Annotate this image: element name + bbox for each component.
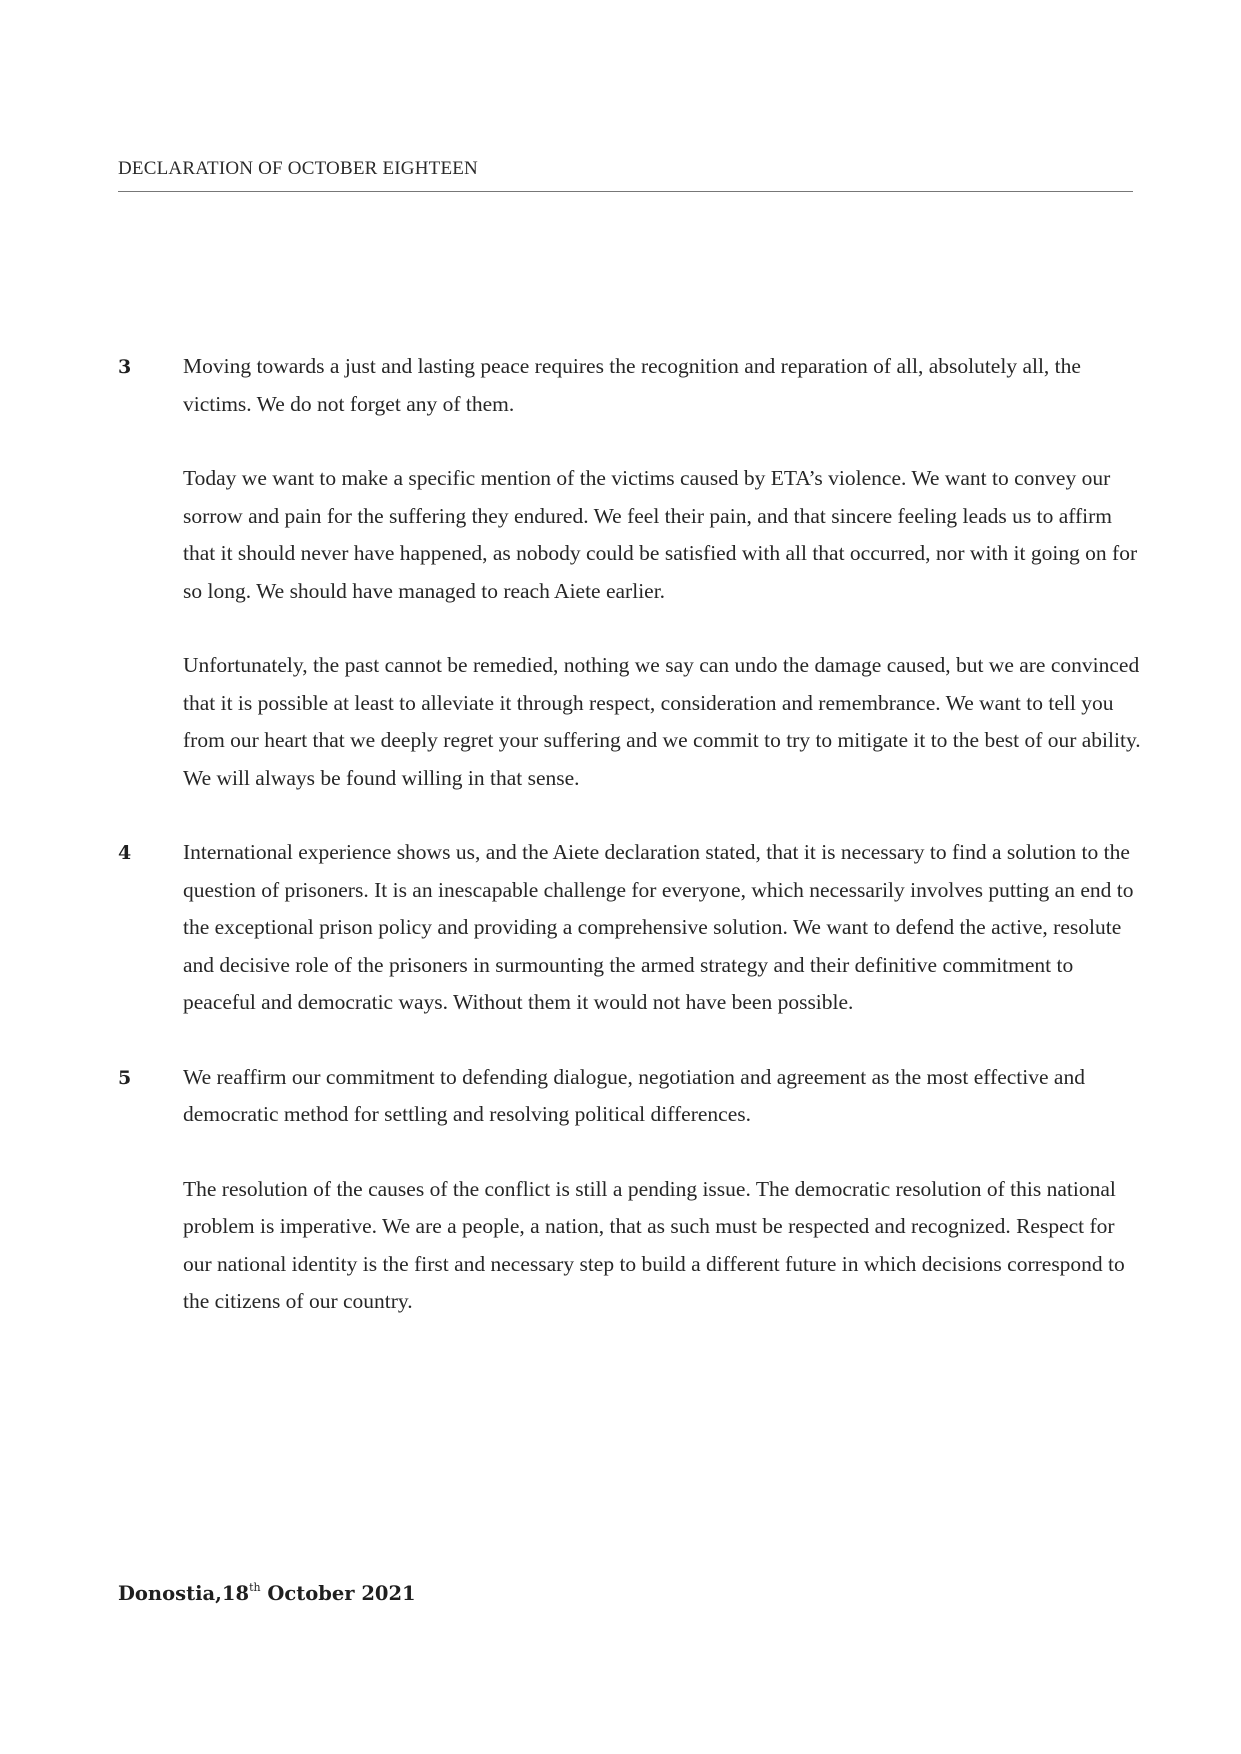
section-paragraphs: [183, 834, 1143, 1022]
signature-day: 18: [221, 1582, 250, 1605]
section-3: [118, 348, 1141, 797]
document-body: [118, 348, 1141, 1358]
section-number: 5: [118, 1066, 132, 1089]
section-paragraphs: [183, 1059, 1143, 1321]
section-number: 3: [118, 356, 132, 378]
paragraph: Unfortunately, the past cannot be remedied, nothing we say can undo the damage caused, but we are convinced that it is possible at least to alleviate it through respect, consideration and remembrance. We want to tell you from our heart that we deeply regret your suffering and we commit to try to mitigate it to the best of our ability. We will always be found willing in that sense.: [183, 653, 1141, 790]
signature-place: Donostia,: [118, 1582, 222, 1605]
paragraph: International experience shows us, and the Aiete declaration stated, that it is necessary to find a solution to the question of prisoners. It is an inescapable challenge for everyone, which necessarily involves putting an end to the exceptional prison policy and providing a comprehensive solution. We want to defend the active, resolute and decisive role of the prisoners in surmounting the armed strategy and their definitive commitment to peaceful and democratic ways. Without them it would not have been possible.: [183, 840, 1134, 1014]
section-5: [118, 1059, 1133, 1321]
signature-month-year: October 2021: [260, 1582, 416, 1605]
paragraph: The resolution of the causes of the conflict is still a pending issue. The democratic resolution of this national problem is imperative. We are a people, a nation, that as such must be respected and recognized. Respect for our national identity is the first and necessary step to build a different future in which decisions correspond to the citizens of our country.: [183, 1176, 1125, 1313]
section-4: [118, 834, 1133, 1022]
signature-day-suffix: th: [249, 1581, 261, 1594]
section-paragraphs: [183, 348, 1143, 797]
paragraph: Moving towards a just and lasting peace requires the recognition and reparation of all, absolutely all, the victims. We do not forget any of them.: [183, 354, 1081, 416]
section-number: 4: [118, 842, 132, 864]
paragraph: We reaffirm our commitment to defending dialogue, negotiation and agreement as the most effective and democratic method for settling and resolving political differences.: [183, 1064, 1085, 1126]
signature-line: [118, 1582, 416, 1605]
paragraph: Today we want to make a specific mention of the victims caused by ETA’s violence. We want to convey our sorrow and pain for the suffering they endured. We feel their pain, and that sincere feeling leads us to affirm that it should never have happened, as nobody could be satisfied with all that occurred, nor with it going on for so long. We should have managed to reach Aiete earlier.: [183, 466, 1138, 603]
document-title: DECLARATION OF OCTOBER EIGHTEEN: [118, 158, 478, 179]
page-header: [118, 158, 1133, 192]
header-divider: [118, 191, 1133, 192]
